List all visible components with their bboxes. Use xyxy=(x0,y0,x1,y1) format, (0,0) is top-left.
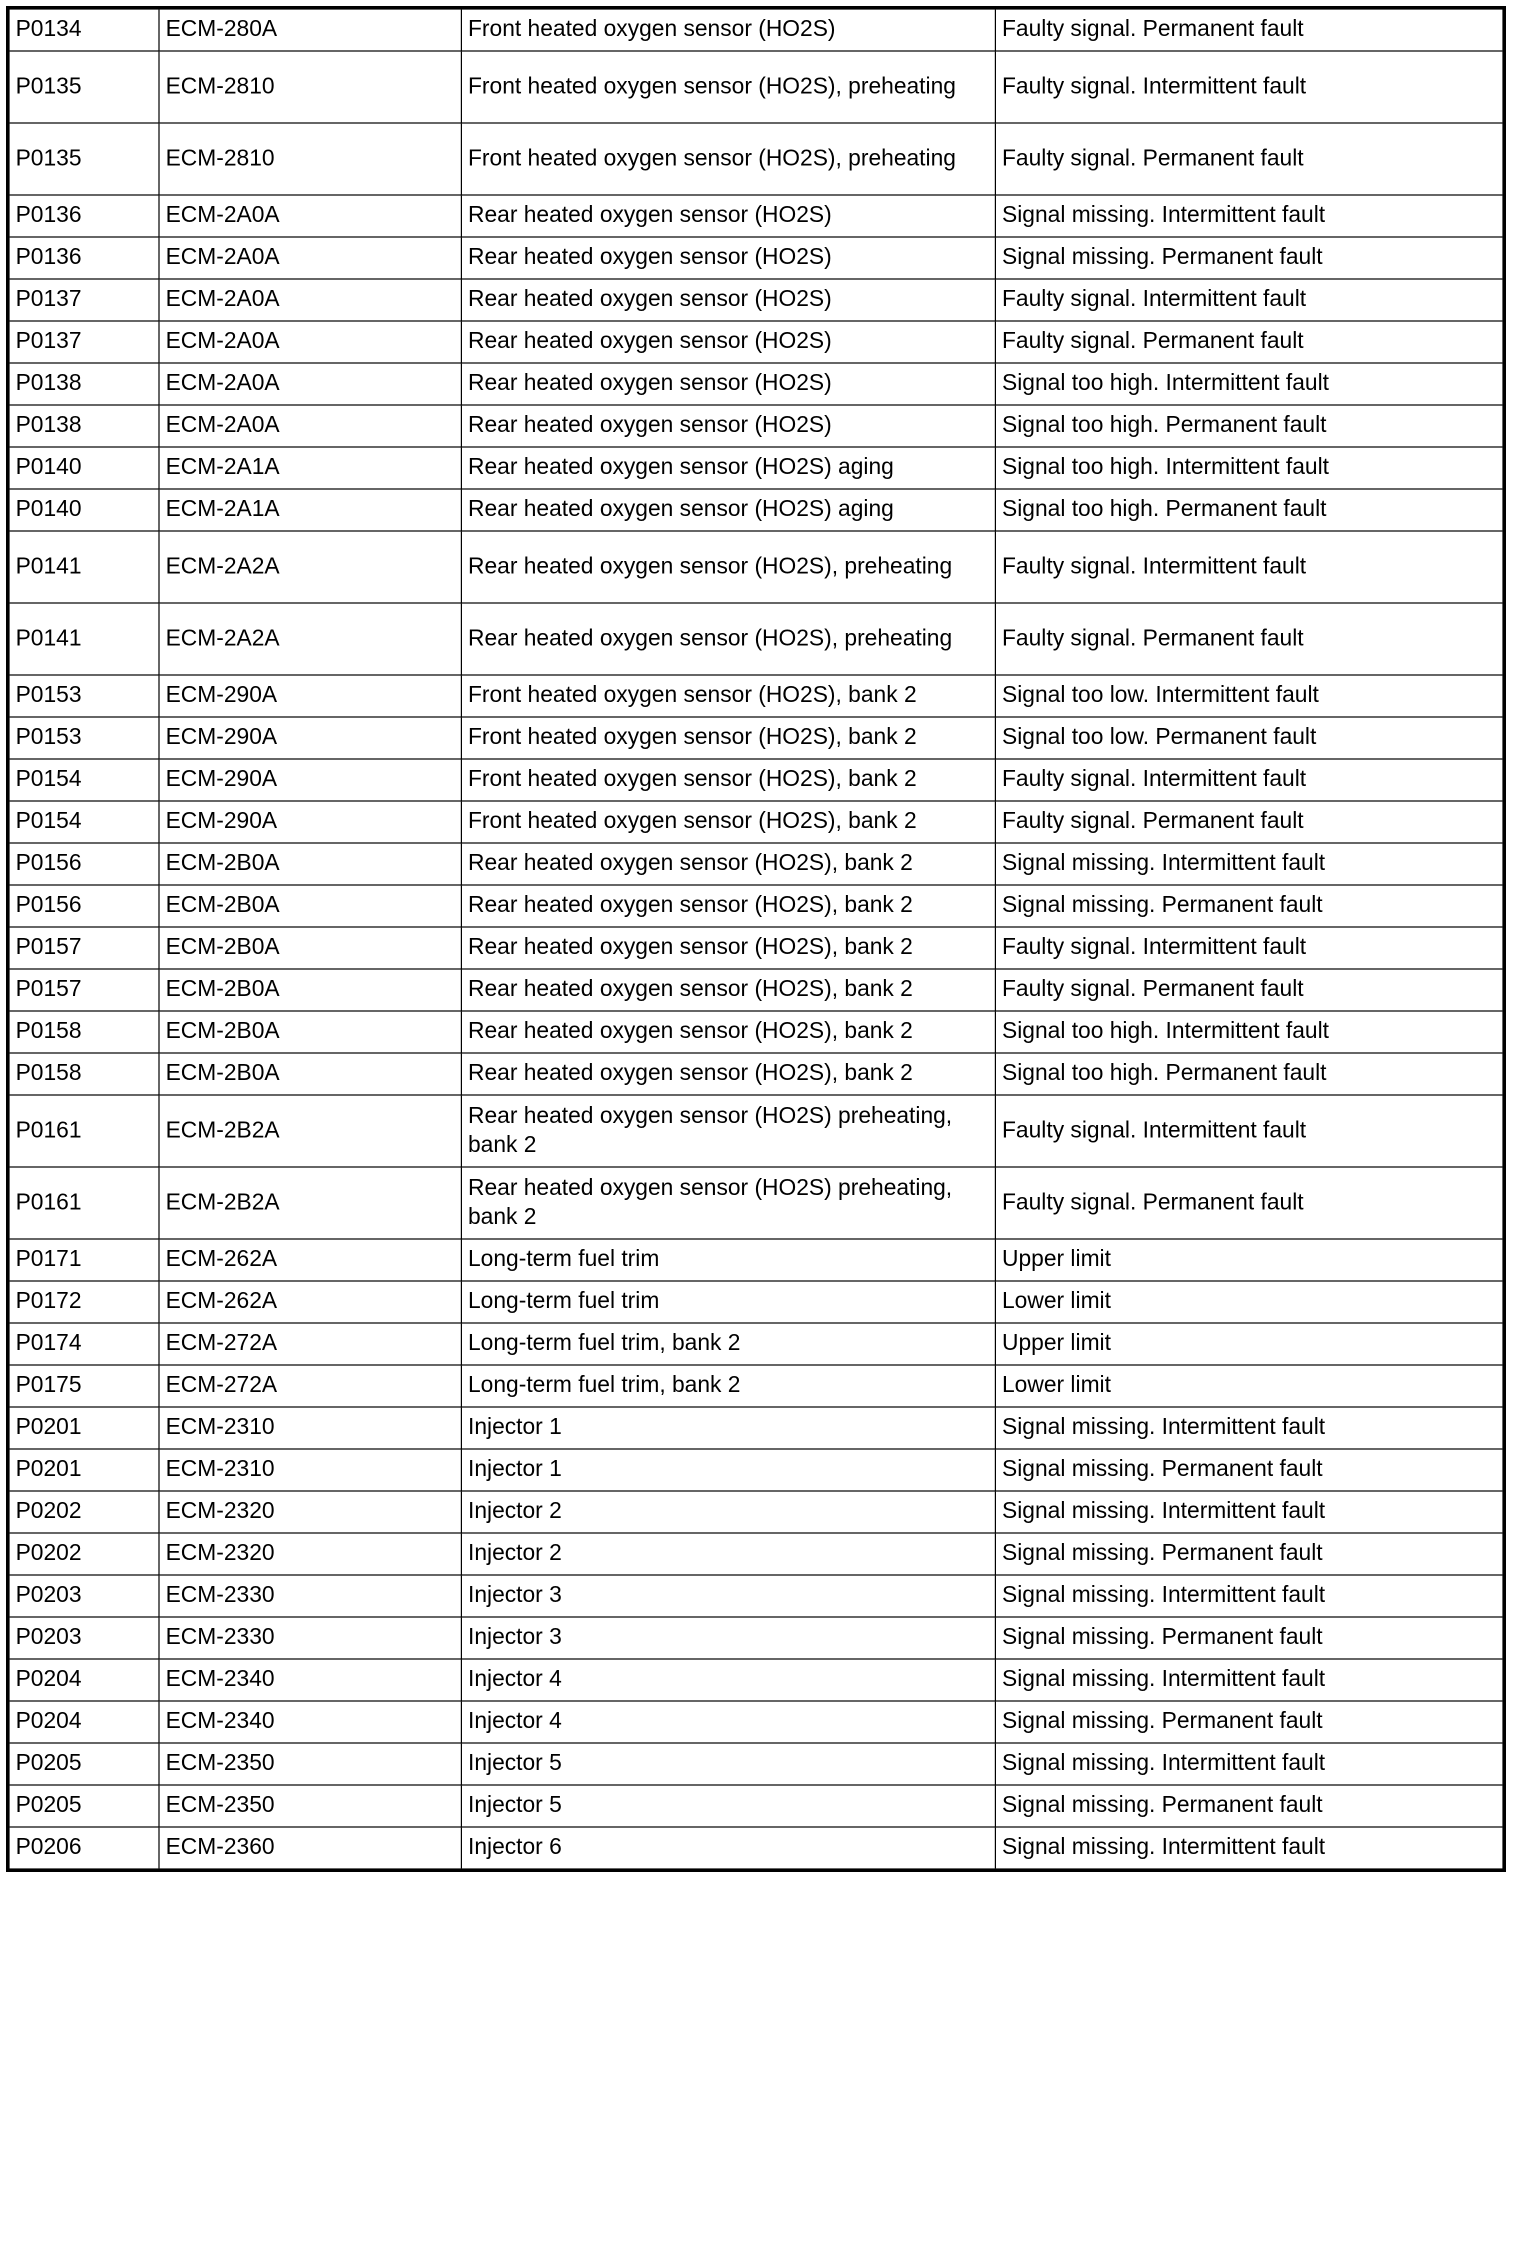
component-cell: Rear heated oxygen sensor (HO2S), bank 2 xyxy=(461,843,995,885)
ecm-code-cell: ECM-2340 xyxy=(159,1659,461,1701)
ecm-code-cell: ECM-2330 xyxy=(159,1575,461,1617)
table-row xyxy=(8,195,1504,237)
dtc-table-body xyxy=(8,8,1504,1870)
component-cell: Rear heated oxygen sensor (HO2S) xyxy=(461,237,995,279)
component-cell: Injector 6 xyxy=(461,1827,995,1870)
dtc-code-cell: P0158 xyxy=(8,1053,159,1095)
fault-description-cell: Upper limit xyxy=(995,1323,1504,1365)
table-row xyxy=(8,363,1504,405)
table-row xyxy=(8,801,1504,843)
table-row xyxy=(8,405,1504,447)
table-row xyxy=(8,1575,1504,1617)
dtc-code-cell: P0156 xyxy=(8,843,159,885)
ecm-code-cell: ECM-2310 xyxy=(159,1449,461,1491)
fault-description-cell: Signal missing. Intermittent fault xyxy=(995,195,1504,237)
ecm-code-cell: ECM-290A xyxy=(159,801,461,843)
dtc-code-cell: P0158 xyxy=(8,1011,159,1053)
fault-description-cell: Signal missing. Intermittent fault xyxy=(995,1407,1504,1449)
table-row xyxy=(8,1407,1504,1449)
fault-description-cell: Faulty signal. Permanent fault xyxy=(995,969,1504,1011)
component-cell: Injector 5 xyxy=(461,1785,995,1827)
component-cell: Long-term fuel trim xyxy=(461,1239,995,1281)
ecm-code-cell: ECM-2350 xyxy=(159,1785,461,1827)
ecm-code-cell: ECM-2810 xyxy=(159,123,461,195)
component-cell: Long-term fuel trim, bank 2 xyxy=(461,1365,995,1407)
table-row xyxy=(8,1827,1504,1870)
component-cell: Front heated oxygen sensor (HO2S), bank 2 xyxy=(461,717,995,759)
dtc-code-cell: P0135 xyxy=(8,51,159,123)
table-row xyxy=(8,759,1504,801)
component-cell: Rear heated oxygen sensor (HO2S), bank 2 xyxy=(461,1053,995,1095)
dtc-code-cell: P0156 xyxy=(8,885,159,927)
table-row xyxy=(8,1281,1504,1323)
ecm-code-cell: ECM-280A xyxy=(159,8,461,51)
dtc-code-cell: P0140 xyxy=(8,447,159,489)
ecm-code-cell: ECM-2B0A xyxy=(159,885,461,927)
dtc-code-cell: P0202 xyxy=(8,1491,159,1533)
component-cell: Front heated oxygen sensor (HO2S), bank 2 xyxy=(461,801,995,843)
component-cell: Injector 2 xyxy=(461,1533,995,1575)
table-row xyxy=(8,603,1504,675)
fault-description-cell: Signal too high. Intermittent fault xyxy=(995,363,1504,405)
component-cell: Injector 1 xyxy=(461,1449,995,1491)
ecm-code-cell: ECM-2310 xyxy=(159,1407,461,1449)
dtc-code-cell: P0153 xyxy=(8,717,159,759)
table-row xyxy=(8,279,1504,321)
ecm-code-cell: ECM-2A1A xyxy=(159,447,461,489)
ecm-code-cell: ECM-262A xyxy=(159,1239,461,1281)
table-row xyxy=(8,675,1504,717)
component-cell: Long-term fuel trim, bank 2 xyxy=(461,1323,995,1365)
table-row xyxy=(8,1323,1504,1365)
dtc-code-cell: P0201 xyxy=(8,1449,159,1491)
table-row xyxy=(8,1785,1504,1827)
table-row xyxy=(8,489,1504,531)
fault-description-cell: Signal too high. Permanent fault xyxy=(995,1053,1504,1095)
table-row xyxy=(8,1239,1504,1281)
dtc-code-cell: P0141 xyxy=(8,531,159,603)
table-row xyxy=(8,843,1504,885)
ecm-code-cell: ECM-2B0A xyxy=(159,927,461,969)
fault-description-cell: Faulty signal. Intermittent fault xyxy=(995,759,1504,801)
ecm-code-cell: ECM-290A xyxy=(159,759,461,801)
ecm-code-cell: ECM-2A1A xyxy=(159,489,461,531)
table-row xyxy=(8,1617,1504,1659)
component-cell: Injector 1 xyxy=(461,1407,995,1449)
component-cell: Injector 5 xyxy=(461,1743,995,1785)
ecm-code-cell: ECM-2B2A xyxy=(159,1095,461,1167)
ecm-code-cell: ECM-2A0A xyxy=(159,321,461,363)
component-cell: Injector 4 xyxy=(461,1659,995,1701)
component-cell: Rear heated oxygen sensor (HO2S) xyxy=(461,279,995,321)
fault-description-cell: Signal missing. Permanent fault xyxy=(995,1617,1504,1659)
component-cell: Injector 3 xyxy=(461,1617,995,1659)
component-cell: Front heated oxygen sensor (HO2S), preheating xyxy=(461,123,995,195)
fault-description-cell: Faulty signal. Intermittent fault xyxy=(995,51,1504,123)
fault-description-cell: Lower limit xyxy=(995,1281,1504,1323)
component-cell: Rear heated oxygen sensor (HO2S), bank 2 xyxy=(461,927,995,969)
component-cell: Front heated oxygen sensor (HO2S) xyxy=(461,8,995,51)
table-row xyxy=(8,447,1504,489)
ecm-code-cell: ECM-2B0A xyxy=(159,969,461,1011)
component-cell: Rear heated oxygen sensor (HO2S) aging xyxy=(461,489,995,531)
fault-description-cell: Signal missing. Permanent fault xyxy=(995,1449,1504,1491)
dtc-code-cell: P0161 xyxy=(8,1167,159,1239)
table-row xyxy=(8,1365,1504,1407)
component-cell: Front heated oxygen sensor (HO2S), bank 2 xyxy=(461,759,995,801)
fault-description-cell: Faulty signal. Intermittent fault xyxy=(995,279,1504,321)
table-row xyxy=(8,1533,1504,1575)
component-cell: Long-term fuel trim xyxy=(461,1281,995,1323)
ecm-code-cell: ECM-2A0A xyxy=(159,363,461,405)
component-cell: Rear heated oxygen sensor (HO2S), preheating xyxy=(461,603,995,675)
fault-description-cell: Signal missing. Permanent fault xyxy=(995,237,1504,279)
ecm-code-cell: ECM-2B2A xyxy=(159,1167,461,1239)
component-cell: Front heated oxygen sensor (HO2S), preheating xyxy=(461,51,995,123)
dtc-code-cell: P0136 xyxy=(8,237,159,279)
dtc-code-cell: P0203 xyxy=(8,1617,159,1659)
ecm-code-cell: ECM-2340 xyxy=(159,1701,461,1743)
ecm-code-cell: ECM-2A0A xyxy=(159,195,461,237)
table-row xyxy=(8,1095,1504,1167)
dtc-code-cell: P0138 xyxy=(8,363,159,405)
dtc-code-cell: P0202 xyxy=(8,1533,159,1575)
dtc-code-cell: P0174 xyxy=(8,1323,159,1365)
component-cell: Injector 2 xyxy=(461,1491,995,1533)
fault-description-cell: Signal missing. Permanent fault xyxy=(995,1701,1504,1743)
fault-description-cell: Signal missing. Intermittent fault xyxy=(995,843,1504,885)
fault-description-cell: Faulty signal. Intermittent fault xyxy=(995,1095,1504,1167)
fault-description-cell: Lower limit xyxy=(995,1365,1504,1407)
fault-description-cell: Signal missing. Intermittent fault xyxy=(995,1743,1504,1785)
fault-description-cell: Signal missing. Intermittent fault xyxy=(995,1827,1504,1870)
dtc-code-cell: P0153 xyxy=(8,675,159,717)
ecm-code-cell: ECM-2320 xyxy=(159,1491,461,1533)
fault-description-cell: Signal too low. Intermittent fault xyxy=(995,675,1504,717)
ecm-code-cell: ECM-2350 xyxy=(159,1743,461,1785)
ecm-code-cell: ECM-272A xyxy=(159,1365,461,1407)
table-row xyxy=(8,123,1504,195)
dtc-code-cell: P0201 xyxy=(8,1407,159,1449)
table-row xyxy=(8,1011,1504,1053)
dtc-code-cell: P0205 xyxy=(8,1785,159,1827)
component-cell: Rear heated oxygen sensor (HO2S) preheating, bank 2 xyxy=(461,1167,995,1239)
ecm-code-cell: ECM-2810 xyxy=(159,51,461,123)
fault-description-cell: Signal too high. Intermittent fault xyxy=(995,447,1504,489)
table-row xyxy=(8,1701,1504,1743)
component-cell: Rear heated oxygen sensor (HO2S) preheating, bank 2 xyxy=(461,1095,995,1167)
dtc-code-cell: P0137 xyxy=(8,279,159,321)
dtc-code-cell: P0161 xyxy=(8,1095,159,1167)
dtc-code-cell: P0135 xyxy=(8,123,159,195)
dtc-code-cell: P0136 xyxy=(8,195,159,237)
table-row xyxy=(8,1167,1504,1239)
ecm-code-cell: ECM-2360 xyxy=(159,1827,461,1870)
component-cell: Rear heated oxygen sensor (HO2S) xyxy=(461,405,995,447)
dtc-code-cell: P0204 xyxy=(8,1701,159,1743)
dtc-code-cell: P0154 xyxy=(8,759,159,801)
dtc-code-cell: P0141 xyxy=(8,603,159,675)
ecm-code-cell: ECM-2A0A xyxy=(159,405,461,447)
component-cell: Rear heated oxygen sensor (HO2S), bank 2 xyxy=(461,885,995,927)
table-row xyxy=(8,1743,1504,1785)
ecm-code-cell: ECM-290A xyxy=(159,675,461,717)
dtc-code-cell: P0134 xyxy=(8,8,159,51)
ecm-code-cell: ECM-2B0A xyxy=(159,843,461,885)
fault-description-cell: Signal too low. Permanent fault xyxy=(995,717,1504,759)
fault-description-cell: Faulty signal. Permanent fault xyxy=(995,1167,1504,1239)
component-cell: Rear heated oxygen sensor (HO2S) xyxy=(461,195,995,237)
ecm-code-cell: ECM-2A2A xyxy=(159,531,461,603)
ecm-code-cell: ECM-2320 xyxy=(159,1533,461,1575)
fault-description-cell: Faulty signal. Permanent fault xyxy=(995,8,1504,51)
fault-description-cell: Signal missing. Intermittent fault xyxy=(995,1575,1504,1617)
component-cell: Rear heated oxygen sensor (HO2S) xyxy=(461,321,995,363)
fault-description-cell: Signal missing. Intermittent fault xyxy=(995,1491,1504,1533)
dtc-code-cell: P0157 xyxy=(8,927,159,969)
table-row xyxy=(8,531,1504,603)
component-cell: Injector 4 xyxy=(461,1701,995,1743)
fault-description-cell: Signal missing. Permanent fault xyxy=(995,885,1504,927)
component-cell: Rear heated oxygen sensor (HO2S) xyxy=(461,363,995,405)
dtc-code-cell: P0140 xyxy=(8,489,159,531)
component-cell: Rear heated oxygen sensor (HO2S), bank 2 xyxy=(461,1011,995,1053)
fault-description-cell: Upper limit xyxy=(995,1239,1504,1281)
ecm-code-cell: ECM-272A xyxy=(159,1323,461,1365)
table-row xyxy=(8,1449,1504,1491)
table-row xyxy=(8,1053,1504,1095)
dtc-code-cell: P0203 xyxy=(8,1575,159,1617)
table-row xyxy=(8,237,1504,279)
dtc-code-cell: P0206 xyxy=(8,1827,159,1870)
fault-description-cell: Signal too high. Permanent fault xyxy=(995,405,1504,447)
component-cell: Injector 3 xyxy=(461,1575,995,1617)
table-row xyxy=(8,927,1504,969)
ecm-code-cell: ECM-2B0A xyxy=(159,1011,461,1053)
dtc-code-cell: P0157 xyxy=(8,969,159,1011)
fault-description-cell: Signal too high. Permanent fault xyxy=(995,489,1504,531)
table-row xyxy=(8,717,1504,759)
table-row xyxy=(8,1491,1504,1533)
fault-description-cell: Signal missing. Permanent fault xyxy=(995,1785,1504,1827)
dtc-code-cell: P0171 xyxy=(8,1239,159,1281)
dtc-code-cell: P0138 xyxy=(8,405,159,447)
ecm-code-cell: ECM-2A2A xyxy=(159,603,461,675)
ecm-code-cell: ECM-262A xyxy=(159,1281,461,1323)
dtc-code-cell: P0137 xyxy=(8,321,159,363)
ecm-code-cell: ECM-2330 xyxy=(159,1617,461,1659)
dtc-code-cell: P0172 xyxy=(8,1281,159,1323)
table-row xyxy=(8,885,1504,927)
ecm-code-cell: ECM-2A0A xyxy=(159,279,461,321)
dtc-code-cell: P0175 xyxy=(8,1365,159,1407)
dtc-code-cell: P0204 xyxy=(8,1659,159,1701)
dtc-code-cell: P0154 xyxy=(8,801,159,843)
component-cell: Front heated oxygen sensor (HO2S), bank 2 xyxy=(461,675,995,717)
fault-description-cell: Faulty signal. Intermittent fault xyxy=(995,927,1504,969)
fault-description-cell: Faulty signal. Permanent fault xyxy=(995,321,1504,363)
component-cell: Rear heated oxygen sensor (HO2S) aging xyxy=(461,447,995,489)
table-row xyxy=(8,969,1504,1011)
fault-description-cell: Faulty signal. Permanent fault xyxy=(995,801,1504,843)
dtc-code-cell: P0205 xyxy=(8,1743,159,1785)
fault-description-cell: Signal too high. Intermittent fault xyxy=(995,1011,1504,1053)
fault-description-cell: Signal missing. Permanent fault xyxy=(995,1533,1504,1575)
component-cell: Rear heated oxygen sensor (HO2S), preheating xyxy=(461,531,995,603)
fault-description-cell: Faulty signal. Permanent fault xyxy=(995,123,1504,195)
table-row xyxy=(8,321,1504,363)
fault-description-cell: Faulty signal. Permanent fault xyxy=(995,603,1504,675)
ecm-code-cell: ECM-2A0A xyxy=(159,237,461,279)
dtc-table xyxy=(6,6,1506,1872)
table-row xyxy=(8,1659,1504,1701)
fault-description-cell: Signal missing. Intermittent fault xyxy=(995,1659,1504,1701)
fault-description-cell: Faulty signal. Intermittent fault xyxy=(995,531,1504,603)
table-row xyxy=(8,51,1504,123)
component-cell: Rear heated oxygen sensor (HO2S), bank 2 xyxy=(461,969,995,1011)
table-row xyxy=(8,8,1504,51)
ecm-code-cell: ECM-290A xyxy=(159,717,461,759)
ecm-code-cell: ECM-2B0A xyxy=(159,1053,461,1095)
